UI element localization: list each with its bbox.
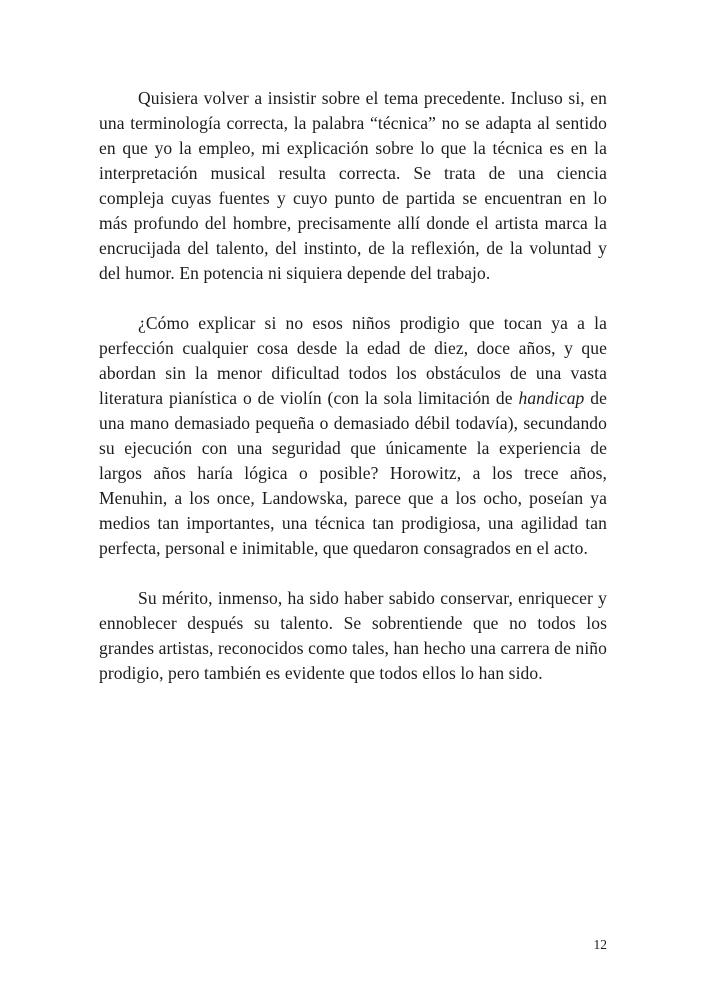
paragraph-2-text-before-italic: ¿Cómo explicar si no esos niños prodigio que tocan ya a la perfección cualquier cosa desde la edad de diez, doce años, y que abordan sin la menor dificultad todos los obstáculos de una vasta literatura pianística o de violín (con la sola limitación de — [99, 313, 607, 408]
paragraph-3: Su mérito, inmenso, ha sido haber sabido conservar, enriquecer y ennoblecer después su talento. Se sobrentiende que no todos los grandes artistas, reconocidos como tales, han hecho una carrera de niño prodigio, pero también es evidente que todos ellos lo han sido. — [99, 588, 607, 683]
paragraph-2 — [99, 311, 607, 561]
paragraph-2-text-after-italic: de una mano demasiado pequeña o demasiado débil todavía), secundando su ejecución con una seguridad que únicamente la experiencia de largos años haría lógica o posible? Horowitz, a los trece años, Menuhin, a los once, Landowska, parece que a los ocho, poseían ya medios tan importantes, una técnica tan prodigiosa, una agilidad tan perfecta, personal e inimitable, que quedaron consagrados en el acto. — [99, 388, 607, 558]
page-number: 12 — [593, 937, 607, 952]
italic-word-handicap: handicap — [518, 388, 585, 408]
paragraph-1: Quisiera volver a insistir sobre el tema precedente. Incluso si, en una terminología correcta, la palabra “técnica” no se adapta al sentido en que yo la empleo, mi explicación sobre lo que la técnica es en la interpretación musical resulta correcta. Se trata de una ciencia compleja cuyas fuentes y cuyo punto de partida se encuentran en lo más profundo del hombre, precisamente allí donde el artista marca la encrucijada del talento, del instinto, de la reflexión, de la voluntad y del humor. En potencia ni siquiera depende del trabajo. — [99, 88, 607, 283]
